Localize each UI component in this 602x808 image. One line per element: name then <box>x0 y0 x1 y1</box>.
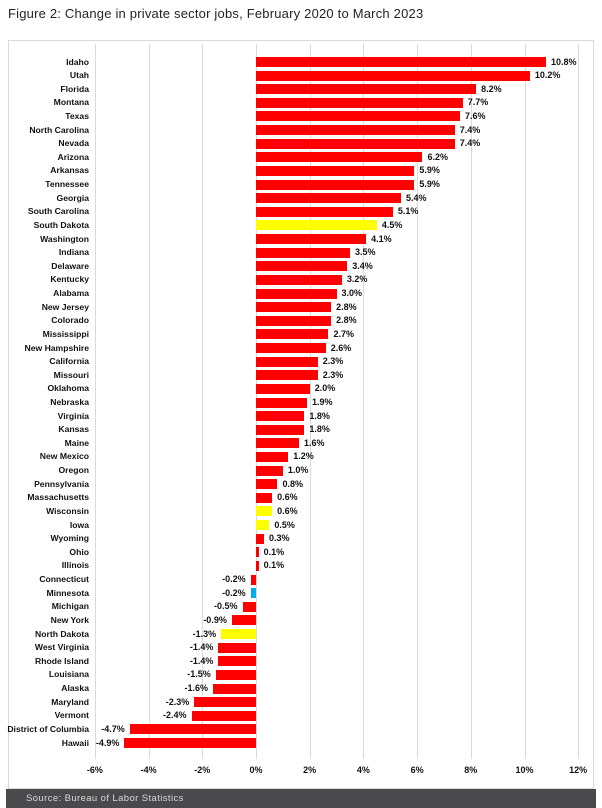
value-label: -1.4% <box>189 642 214 653</box>
category-label: West Virginia <box>34 642 89 653</box>
x-axis-tick-label: -6% <box>86 765 103 775</box>
bar <box>256 357 318 367</box>
bar <box>256 534 264 544</box>
bar <box>232 615 256 625</box>
gridline <box>363 44 364 759</box>
bar <box>213 684 256 694</box>
category-label: New Hampshire <box>24 342 89 353</box>
bar <box>256 166 414 176</box>
bar <box>251 588 256 598</box>
category-label: Arizona <box>57 151 89 162</box>
bar <box>256 275 342 285</box>
bar <box>256 289 337 299</box>
gridline <box>525 44 526 759</box>
figure-title: Figure 2: Change in private sector jobs, February 2020 to March 2023 <box>8 6 424 21</box>
value-label: -1.4% <box>189 655 214 666</box>
bar <box>256 139 455 149</box>
category-label: Alaska <box>61 683 89 694</box>
value-label: -1.3% <box>192 628 217 639</box>
bar <box>130 724 256 734</box>
bar <box>256 425 304 435</box>
value-label: 3.0% <box>341 288 363 299</box>
category-label: Louisiana <box>48 669 89 680</box>
category-label: Illinois <box>61 560 89 571</box>
value-label: 2.0% <box>314 383 336 394</box>
category-label: Minnesota <box>46 587 89 598</box>
value-label: 4.1% <box>371 233 392 244</box>
category-label: District of Columbia <box>7 723 89 734</box>
bar <box>256 398 307 408</box>
bar <box>256 493 272 503</box>
value-label: -0.9% <box>203 614 227 625</box>
category-label: New Mexico <box>39 451 89 462</box>
bar <box>216 670 256 680</box>
category-label: Oklahoma <box>47 383 89 394</box>
gridline <box>149 44 150 759</box>
category-label: South Dakota <box>33 219 89 230</box>
x-axis-tick-label: 2% <box>303 765 317 775</box>
value-label: 10.2% <box>534 70 561 81</box>
category-label: Pennsylvania <box>34 478 89 489</box>
category-label: New Jersey <box>41 301 89 312</box>
gridline <box>310 44 311 759</box>
bar <box>256 438 299 448</box>
value-label: 10.8% <box>550 56 577 67</box>
value-label: -4.7% <box>101 723 125 734</box>
value-label: 0.1% <box>263 546 285 557</box>
category-label: Georgia <box>56 192 89 203</box>
category-label: Arkansas <box>50 165 89 176</box>
category-label: Washington <box>40 233 89 244</box>
bar <box>256 506 272 516</box>
bar <box>124 738 256 748</box>
category-label: Virginia <box>57 410 89 421</box>
bar <box>256 180 414 190</box>
category-label: Massachusetts <box>27 492 89 503</box>
bar <box>192 711 256 721</box>
value-label: 0.6% <box>277 505 298 516</box>
value-label: -0.2% <box>222 574 246 585</box>
value-label: -1.5% <box>187 669 211 680</box>
category-label: Wisconsin <box>46 505 89 516</box>
value-label: -0.5% <box>214 601 238 612</box>
category-label: Missouri <box>53 369 89 380</box>
value-label: 6.2% <box>427 151 448 162</box>
value-label: 2.6% <box>330 342 352 353</box>
value-label: 5.4% <box>405 192 427 203</box>
bar <box>256 261 347 271</box>
category-label: Kentucky <box>50 274 89 285</box>
value-label: 2.3% <box>322 369 344 380</box>
value-label: -0.2% <box>222 587 246 598</box>
bar <box>256 302 331 312</box>
category-label: Alabama <box>53 288 89 299</box>
category-label: Vermont <box>54 710 89 721</box>
category-label: North Dakota <box>35 628 89 639</box>
category-label: Idaho <box>66 56 89 67</box>
category-label: Kansas <box>58 424 89 435</box>
value-label: 5.9% <box>419 165 440 176</box>
bar <box>256 193 401 203</box>
value-label: 1.8% <box>309 424 330 435</box>
bar-chart <box>8 40 594 789</box>
value-label: 7.6% <box>465 110 486 121</box>
bar <box>256 207 393 217</box>
bar <box>256 316 331 326</box>
value-label: 3.5% <box>354 247 376 258</box>
bar <box>256 98 463 108</box>
value-label: 2.7% <box>333 328 354 339</box>
value-label: 2.3% <box>322 356 344 367</box>
category-label: Rhode Island <box>35 655 89 666</box>
bar <box>256 71 530 81</box>
value-label: 3.4% <box>352 260 373 271</box>
bar <box>194 697 256 707</box>
bar <box>256 57 546 67</box>
value-label: 1.9% <box>312 397 333 407</box>
category-label: Montana <box>53 97 89 108</box>
value-label: 2.8% <box>336 301 357 312</box>
x-axis-tick-label: 8% <box>464 765 478 775</box>
source-text: Source: Bureau of Labor Statistics <box>26 793 184 804</box>
category-label: South Carolina <box>27 206 89 217</box>
x-axis-tick-label: 4% <box>356 765 370 775</box>
value-label: 0.8% <box>282 478 303 489</box>
value-label: 1.2% <box>293 451 314 462</box>
bar <box>256 384 310 394</box>
bar <box>256 111 460 121</box>
gridline <box>471 44 472 759</box>
value-label: 0.5% <box>274 519 295 530</box>
value-label: 3.2% <box>346 274 368 285</box>
category-label: Iowa <box>69 519 89 530</box>
x-axis-tick-label: 6% <box>410 765 424 775</box>
category-label: Wyoming <box>50 533 89 544</box>
category-label: Florida <box>60 83 89 94</box>
value-label: -2.3% <box>165 696 190 707</box>
value-label: 0.1% <box>263 560 285 571</box>
bar <box>256 370 318 380</box>
category-label: Michigan <box>51 601 89 612</box>
category-label: Oregon <box>58 465 89 476</box>
x-axis-tick-label: 10% <box>515 765 534 775</box>
source-bar <box>6 789 596 808</box>
category-label: Ohio <box>69 546 89 557</box>
category-label: Hawaii <box>61 737 89 748</box>
gridline <box>578 44 579 759</box>
x-axis-tick-label: -4% <box>140 765 157 775</box>
bar <box>243 602 256 612</box>
value-label: 4.5% <box>381 219 403 230</box>
bar <box>256 248 350 258</box>
bar <box>218 643 256 653</box>
category-label: Maryland <box>51 696 89 707</box>
bar <box>256 125 455 135</box>
value-label: 1.6% <box>303 437 325 448</box>
category-label: Colorado <box>51 315 89 326</box>
category-label: North Carolina <box>29 124 89 135</box>
value-label: 8.2% <box>481 83 502 94</box>
bar <box>256 152 422 162</box>
category-label: Maine <box>64 437 89 448</box>
category-label: Nebraska <box>50 397 89 407</box>
category-label: California <box>49 356 89 367</box>
bar <box>218 656 256 666</box>
bar <box>256 84 476 94</box>
bar <box>256 561 259 571</box>
value-label: 5.9% <box>419 179 440 190</box>
bar <box>256 329 328 339</box>
category-label: New York <box>50 614 89 625</box>
category-label: Delaware <box>51 260 89 271</box>
bar <box>256 547 259 557</box>
bar <box>256 411 304 421</box>
bar <box>256 479 277 489</box>
value-label: 2.8% <box>336 315 357 326</box>
x-axis-tick-label: -2% <box>194 765 211 775</box>
gridline <box>95 44 96 759</box>
category-label: Texas <box>65 110 89 121</box>
value-label: 1.8% <box>309 410 330 421</box>
bar <box>256 220 377 230</box>
value-label: 0.3% <box>269 533 290 544</box>
bar <box>256 343 326 353</box>
category-label: Nevada <box>58 138 89 149</box>
value-label: -1.6% <box>184 683 209 694</box>
category-label: Indiana <box>58 247 89 258</box>
bar <box>251 575 256 585</box>
value-label: 7.4% <box>459 124 481 135</box>
value-label: -2.4% <box>163 710 187 721</box>
x-axis-tick-label: 0% <box>249 765 263 775</box>
value-label: 7.4% <box>459 138 481 149</box>
value-label: 1.0% <box>287 465 309 476</box>
value-label: 0.6% <box>277 492 298 503</box>
bar <box>256 452 288 462</box>
value-label: -4.9% <box>95 737 120 748</box>
value-label: 7.7% <box>467 97 489 108</box>
bar <box>256 466 283 476</box>
category-label: Tennessee <box>45 179 89 190</box>
bar <box>256 234 366 244</box>
category-label: Connecticut <box>39 574 89 585</box>
value-label: 5.1% <box>397 206 419 217</box>
category-label: Mississippi <box>42 328 89 339</box>
bar <box>221 629 256 639</box>
gridline <box>417 44 418 759</box>
category-label: Utah <box>69 70 89 81</box>
bar <box>256 520 269 530</box>
x-axis-tick-label: 12% <box>569 765 588 775</box>
